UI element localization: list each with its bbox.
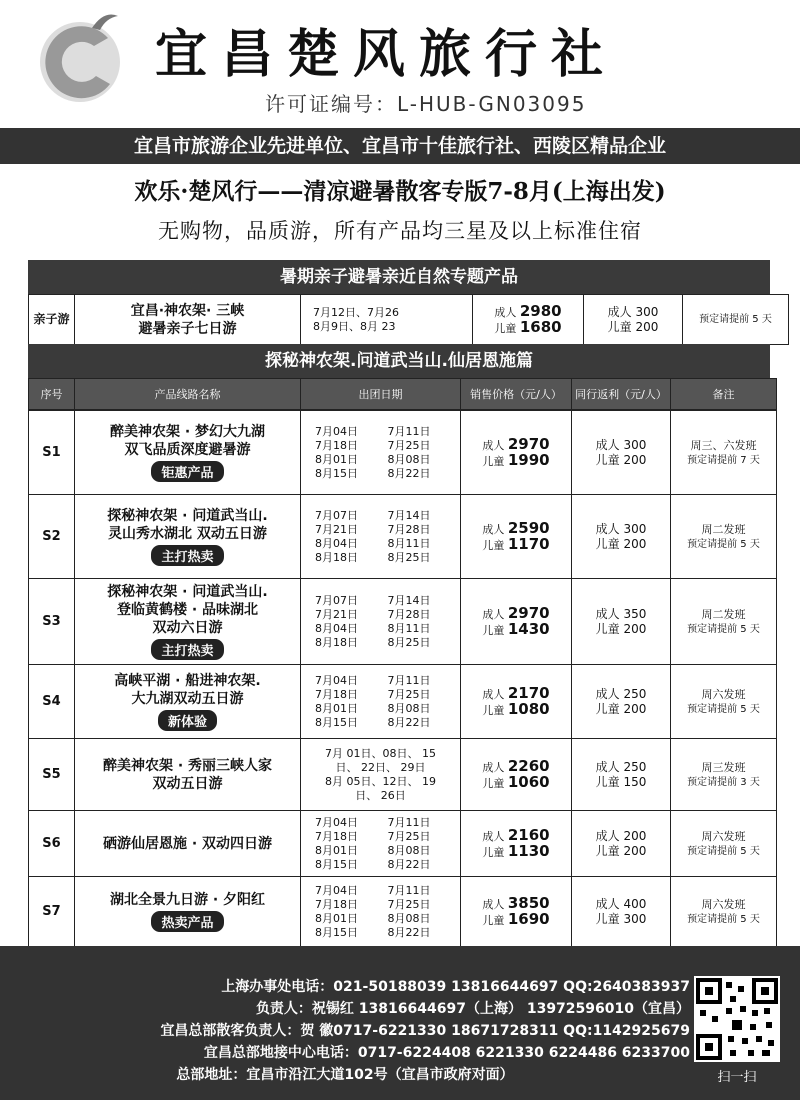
routes-body xyxy=(28,410,777,947)
date-item: 8月11日 xyxy=(387,536,431,550)
row-number: S1 xyxy=(29,411,75,495)
manager-contact: 负责人：祝锡红 13816644697（上海） 13972596010（宜昌） xyxy=(255,1001,690,1017)
product-tag: 主打热卖 xyxy=(151,545,223,566)
date-item: 8月15日 xyxy=(315,715,358,729)
route-name-line: 大九湖双动五日游 xyxy=(131,691,244,707)
date-item: 7月25日 xyxy=(387,829,431,843)
remark: 周二发班 预定请提前 5 天 xyxy=(671,495,777,579)
route-name xyxy=(75,739,301,811)
date-item: 8月22日 xyxy=(387,466,431,480)
date-item: 7月04日 xyxy=(315,673,358,687)
route-name-line: 醉美神农架 · 梦幻大九湖 xyxy=(109,424,266,440)
reception-phone: 宜昌总部地接中心电话：0717-6224408 6221330 6224486 6233700 xyxy=(203,1045,690,1061)
date-item: 8月01日 xyxy=(315,701,358,715)
date-item: 7月21日 xyxy=(315,607,358,621)
shanghai-office-phone: 上海办事处电话：021-50188039 13816644697 QQ:2640383937 xyxy=(221,979,690,995)
row-number: S2 xyxy=(29,495,75,579)
product-tag: 主打热卖 xyxy=(151,639,223,660)
date-item: 8月18日 xyxy=(315,550,358,564)
date-item: 7月04日 xyxy=(315,815,358,829)
table-row xyxy=(29,411,777,495)
route-name-line: 探秘神农架 · 问道武当山. xyxy=(107,508,268,524)
route-name-line: 醉美神农架 · 秀丽三峡人家 xyxy=(102,757,273,774)
remark: 周二发班 预定请提前 5 天 xyxy=(671,579,777,665)
date-item: 8月01日 xyxy=(315,911,358,925)
table-row xyxy=(29,739,777,811)
route-name xyxy=(75,411,301,495)
company-name: 宜昌楚风旅行社 xyxy=(155,24,618,85)
date-item: 8月25日 xyxy=(387,635,431,649)
col-header: 出团日期 xyxy=(301,379,461,410)
honors-banner: 宜昌市旅游企业先进单位、宜昌市十佳旅行社、西陵区精品企业 xyxy=(0,128,800,164)
sale-price: 成人 2260 儿童 1060 xyxy=(461,739,572,811)
product-tag: 新体验 xyxy=(158,710,217,731)
col-header: 产品线路名称 xyxy=(75,379,301,410)
date-item: 7月04日 xyxy=(315,424,358,438)
date-item: 8月08日 xyxy=(387,701,431,715)
date-item: 7月25日 xyxy=(387,687,431,701)
col-header: 同行返利（元/人） xyxy=(572,379,671,410)
row-label: 亲子游 xyxy=(29,295,75,345)
date-item: 8月22日 xyxy=(387,715,431,729)
date-item: 8月04日 xyxy=(315,536,358,550)
section2-title: 探秘神农架.问道武当山.仙居恩施篇 xyxy=(28,344,770,378)
date-item: 7月28日 xyxy=(387,522,431,536)
route-name-line: 灵山秀水湖北 双动五日游 xyxy=(108,526,267,542)
agent-rebate: 成人 300 儿童 200 xyxy=(572,495,671,579)
date-item: 8月11日 xyxy=(387,621,431,635)
route-name-line: 双飞品质深度避暑游 xyxy=(124,442,251,458)
route-name xyxy=(75,877,301,947)
route-name-line: 探秘神农架 · 问道武当山. xyxy=(107,584,268,600)
date-item: 7月14日 xyxy=(387,593,431,607)
date-item: 8月15日 xyxy=(315,466,358,480)
route-name-line: 湖北全景九日游 · 夕阳红 xyxy=(109,892,266,908)
route-name-line: 高峡平湖 · 船进神农架. xyxy=(114,673,261,689)
date-item: 8月08日 xyxy=(387,911,431,925)
departure-dates xyxy=(301,739,461,811)
sale-price: 成人 2170 儿童 1080 xyxy=(461,665,572,739)
departure-dates xyxy=(301,665,461,739)
table-row xyxy=(29,295,789,345)
table-row xyxy=(29,877,777,947)
departure-dates xyxy=(301,411,461,495)
date-item: 7月04日 xyxy=(315,883,358,897)
remark: 周六发班 预定请提前 5 天 xyxy=(671,665,777,739)
date-item: 8月04日 xyxy=(315,621,358,635)
routes-table xyxy=(28,378,777,410)
agent-rebate: 成人 300 儿童 200 xyxy=(572,411,671,495)
route-name-line: 双动六日游 xyxy=(152,620,223,636)
agent-rebate: 成人 300 儿童 200 xyxy=(584,295,683,345)
sale-price: 成人 2160 儿童 1130 xyxy=(461,811,572,877)
table-row xyxy=(29,579,777,665)
date-item: 8月08日 xyxy=(387,452,431,466)
date-item: 7月18日 xyxy=(315,897,358,911)
company-logo-icon xyxy=(30,8,130,108)
table-row xyxy=(29,495,777,579)
date-item: 7月11日 xyxy=(387,883,431,897)
route-name-line: 登临黄鹤楼 · 品味湖北 xyxy=(116,602,259,618)
date-item: 7月11日 xyxy=(387,424,431,438)
sale-price: 成人 2970 儿童 1430 xyxy=(461,579,572,665)
scan-label: 扫一扫 xyxy=(717,1070,757,1085)
route-name xyxy=(75,811,301,877)
product-tag: 钜惠产品 xyxy=(151,461,223,482)
row-number: S6 xyxy=(29,811,75,877)
date-item: 8月01日 xyxy=(315,452,358,466)
date-item: 7月07日 xyxy=(315,508,358,522)
departure-dates: 7月12日、7月26 8月9日、8月 23 xyxy=(301,295,473,345)
date-item: 7月25日 xyxy=(387,897,431,911)
date-item: 7月21日 xyxy=(315,522,358,536)
agent-rebate: 成人 350 儿童 200 xyxy=(572,579,671,665)
route-name: 宜昌·神农架· 三峡 避暑亲子七日游 xyxy=(75,295,301,345)
date-item: 8月08日 xyxy=(387,843,431,857)
family-table xyxy=(28,294,789,345)
col-header: 备注 xyxy=(671,379,777,410)
date-item: 7月28日 xyxy=(387,607,431,621)
date-item: 8月15日 xyxy=(315,925,358,939)
route-name xyxy=(75,665,301,739)
row-number: S7 xyxy=(29,877,75,947)
route-name xyxy=(75,579,301,665)
remark: 周三、六发班 预定请提前 7 天 xyxy=(671,411,777,495)
date-line: 日、 22日、 29日 xyxy=(335,760,426,774)
date-item: 7月18日 xyxy=(315,438,358,452)
route-name-line: 双动五日游 xyxy=(152,775,223,792)
date-item: 8月22日 xyxy=(387,925,431,939)
date-item: 8月01日 xyxy=(315,843,358,857)
remark: 周三发班 预定请提前 3 天 xyxy=(671,739,777,811)
date-item: 8月25日 xyxy=(387,550,431,564)
agent-rebate: 成人 200 儿童 200 xyxy=(572,811,671,877)
yichang-contact: 宜昌总部散客负责人：贺 徽0717-6221330 18671728311 QQ:1142925679 xyxy=(160,1023,690,1039)
sale-price: 成人 2590 儿童 1170 xyxy=(461,495,572,579)
agent-rebate: 成人 400 儿童 300 xyxy=(572,877,671,947)
date-item: 8月15日 xyxy=(315,857,358,871)
departure-dates xyxy=(301,811,461,877)
row-number: S5 xyxy=(29,739,75,811)
date-item: 7月18日 xyxy=(315,687,358,701)
date-line: 8月 05日、12日、 19 xyxy=(325,774,436,788)
date-item: 7月14日 xyxy=(387,508,431,522)
hq-address: 总部地址：宜昌市沿江大道102号（宜昌市政府对面） xyxy=(176,1067,514,1083)
promo-headline: 欢乐·楚风行——清凉避暑散客专版7-8月(上海出发) xyxy=(134,178,666,205)
date-item: 7月11日 xyxy=(387,815,431,829)
sale-price: 成人 2970 儿童 1990 xyxy=(461,411,572,495)
footer xyxy=(0,946,800,1100)
qr-code-icon[interactable] xyxy=(694,976,780,1062)
date-item: 7月25日 xyxy=(387,438,431,452)
section1-title: 暑期亲子避暑亲近自然专题产品 xyxy=(28,260,770,294)
product-tag: 热卖产品 xyxy=(151,911,223,932)
date-item: 7月07日 xyxy=(315,593,358,607)
agent-rebate: 成人 250 儿童 150 xyxy=(572,739,671,811)
date-line: 日、 26日 xyxy=(355,788,406,802)
agent-rebate: 成人 250 儿童 200 xyxy=(572,665,671,739)
table-row xyxy=(29,811,777,877)
remark: 周六发班 预定请提前 5 天 xyxy=(671,877,777,947)
departure-dates xyxy=(301,495,461,579)
promo-subline: 无购物，品质游，所有产品均三星及以上标准住宿 xyxy=(158,219,642,243)
date-item: 7月18日 xyxy=(315,829,358,843)
sale-price: 成人 2980 儿童 1680 xyxy=(473,295,584,345)
remark: 周六发班 预定请提前 5 天 xyxy=(671,811,777,877)
departure-dates xyxy=(301,579,461,665)
departure-dates xyxy=(301,877,461,947)
route-name-line: 硒游仙居恩施 · 双动四日游 xyxy=(102,835,273,852)
date-item: 8月18日 xyxy=(315,635,358,649)
col-header: 序号 xyxy=(29,379,75,410)
row-number: S3 xyxy=(29,579,75,665)
date-item: 8月22日 xyxy=(387,857,431,871)
row-number: S4 xyxy=(29,665,75,739)
header xyxy=(0,0,800,125)
date-line: 7月 01日、08日、 15 xyxy=(325,746,436,760)
sale-price: 成人 3850 儿童 1690 xyxy=(461,877,572,947)
table-header-row xyxy=(29,379,777,410)
table-row xyxy=(29,665,777,739)
route-name xyxy=(75,495,301,579)
col-header: 销售价格（元/人） xyxy=(461,379,572,410)
date-item: 7月11日 xyxy=(387,673,431,687)
remark: 预定请提前 5 天 xyxy=(683,295,789,345)
license-number: 许可证编号：L-HUB-GN03095 xyxy=(265,92,587,116)
